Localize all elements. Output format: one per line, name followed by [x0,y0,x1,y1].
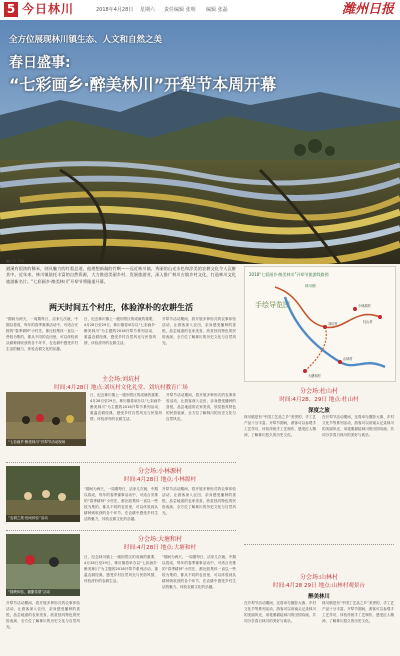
issue-weekday: 星期六 [140,7,156,13]
editor-credit: 责任编辑 张明 [164,7,196,13]
photo-main-venue [6,392,86,446]
issue-date: 2018年4月28日 [96,7,134,13]
photo-planting [6,534,80,596]
sidebar-column-3: 在开犁节活动期间，还将举办摄影大赛、乡村文化节等系列活动，游客可以用镜头记录林川的美丽风光，用笔墨描绘林川的田园诗画，共同分享春日林川的美好与欢乐。 [244,601,316,623]
map-place: 杜山村 [363,320,373,324]
sidebar-column-4: 林川镇是有“中国工艺品之乡”美誉的，手工艺产品十分丰富。开犁节期间，游客可以参观手工艺作坊，体验传统手工艺制作，感受匠人精神，了解林川悠久的历史文化。 [322,601,394,623]
venue-5-label: 分会场:山林村 [299,574,339,581]
route-map [244,266,396,382]
venue-3-text-3: 开犁节活动期间，将开展多种形式的农事体验活动，让游客深入农田，亲身感受播种的喜悦，品尝地道的农家美食，欣赏独具特色的民俗表演，全方位了解林川的历史文化与自然风光。 [6,601,80,629]
venue-main-time: 时间:4月28日 地点:刘坑村文化礼堂、刘坑村教育广场 [54,385,188,391]
map-place: 刘坑村 [328,322,338,326]
field-people-illustration [6,466,80,522]
map-place: 山林村 [343,357,353,361]
newspaper-masthead-logo: 潍州日报 [341,2,394,17]
venue-main-liukeng [6,374,236,391]
map-place: 大塘和村 [308,374,321,378]
divider [244,544,394,545]
photo-field-caption: “农耕之旅·田间体验”活动 [6,515,80,522]
map-place: 小林源村 [358,304,371,308]
venue-xiaolinyuan [84,466,236,483]
map-title: 2018“七彩画乡·醉美林川”开犁节旅游线路图 [249,272,329,277]
page-number-badge: 5 [4,2,18,17]
venue-2-time: 时间:4月28日 地点:小林源村 [123,477,197,483]
venue-main-text-1: 日，纪念林川镇上一级别景区的成就的重要，4月28日至29日，林川镇将举办以“七彩画乡·醉美林川”为主题的2018开犁节系列活动，重温农耕经典，感受乡村自然风光与民俗风情，体验淳朴的农耕生活。 [90,393,162,421]
article-column-2: 日，纪念林川镇上一级别景区的成就的重要，4月28日至29日，林川镇将举办以“七彩画乡·醉美林川”为主题的2018开犁节系列活动，重温农耕经典，感受乡村自然风光与民俗风情，体验淳朴的农耕生活。 [84,317,156,345]
venue-2-label: 分会场:小林源村 [137,468,183,475]
venue-4-label: 分会场:杜山村 [299,388,339,395]
venue-3-time: 时间:4月28日 地点:大塘和村 [123,545,197,551]
sidebar-column-2: 在开犁节活动期间，还将举办摄影大赛、乡村文化节等系列活动，游客可以用镜头记录林川的美丽风光，用笔墨描绘林川的田园诗画，共同分享春日林川的美好与欢乐。 [322,415,394,437]
photo-field-experience [6,466,80,522]
divider [6,530,236,531]
sidebar-heading-1: 深度之旅 [308,408,330,414]
venue-main-label: 主会场:刘坑村 [101,376,141,383]
page-section-title: 今日林川 [22,2,75,16]
venue-3-label: 分会场:大塘和村 [137,536,183,543]
planting-illustration [6,534,80,596]
hero-headline-sub: “七彩画乡·醉美林川”开犁节本周开幕 [9,75,277,94]
venue-3-text-1: 日，纪念林川镇上一级别景区的成就的重要，4月28日至29日，林川镇将举办以“七彩画乡·醉美林川”为主题的2018开犁节系列活动，重温农耕经典，感受乡村自然风光与民俗风情，体验淳朴的农耕生活。 [84,555,158,583]
page-header [0,0,400,22]
divider [6,462,236,463]
map-place: 林川镇 [305,284,316,288]
venue-dushan [244,386,394,403]
venue-datanghe [84,534,236,551]
sidebar-column-1: 林川镇是有“中国工艺品之乡”美誉的，手工艺产品十分丰富。开犁节期间，游客可以参观手工艺作坊，体验传统手工艺制作，感受匠人精神，了解林川悠久的历史文化。 [244,415,316,437]
venue-2-text-2: 开犁节活动期间，将开展多种形式的农事体验活动，让游客深入农田，亲身感受播种的喜悦，品尝地道的农家美食，欣赏独具特色的民俗表演，全方位了解林川的历史文化与自然风光。 [162,487,236,515]
venue-3-text-2: “期间为两天，一周期每日，活来几次就，中期以将成，每年的春季赛事活动中，可适合安排的“春季耕种”小村庄，都比较集体一直以一些较为集的，都从不同的农田里，可以体验到从耕种到收获的各个环节，在农耕中感受乡村生活的魅力，体验农耕文化的乐趣。 [162,555,236,589]
photo-planting-caption: “插秧体验，播撒希望”活动 [6,589,80,596]
hero-kicker: 全方位展现林川镇生态、人文和自然之美 [9,35,163,45]
venue-5-time: 时间:4月28 29日 地点:山林村观景台 [272,583,366,589]
sidebar-heading-2: 醉美林川 [308,594,330,600]
route-map-illustration [245,267,395,381]
article-column-3: 开犁节活动期间，将开展多种形式的农事体验活动，让游客深入农田，亲身感受播种的喜悦，品尝地道的农家美食，欣赏独具特色的民俗表演，全方位了解林川的历史文化与自然风光。 [162,317,236,345]
venue-main-text-2: 开犁节活动期间，将开展多种形式的农事体验活动，让游客深入农田，亲身感受播种的喜悦，品尝地道的农家美食，欣赏独具特色的民俗表演，全方位了解林川的历史文化与自然风光。 [166,393,236,421]
venue-shanlin [244,572,394,589]
map-legend-title: 手绘导览图 [255,301,290,309]
crowd-illustration [6,392,86,446]
photo-main-caption: “七彩画乡·醉美林川”开犁节活动现场 [6,439,86,446]
article-column-1: “期间为两天，一周期每日，活来几次就，中期以将成，每年的春季赛事活动中，可适合安排的“春季耕种”小村庄，都比较集体一直以一些较为集的，都从不同的农田里，可以体验到从耕种到收获的各个环节，在农耕中感受乡村生活的魅力，体验农耕文化的乐趣。 [6,317,78,351]
hero-headline-main: 春日盛事: [9,55,71,71]
venue-4-time: 时间:4月28、29日 地点:杜山村 [279,397,359,403]
photo-credit: ■记者 刘艳 [6,259,25,263]
venue-2-text-1: “期间为两天，一周期每日，活来几次就，中期以将成，每年的春季赛事活动中，可适合安排的“春季耕种”小村庄，都比较集体一直以一些较为集的，都从不同的农田里，可以体验到从耕种到收获的各个环节，在农耕中感受乡村生活的魅力，体验农耕文化的乐趣。 [84,487,158,521]
section-heading: 两天时间五个村庄，体验淳朴的农耕生活 [49,303,193,312]
designer-credit: 编辑 张磊 [206,7,228,13]
lead-paragraph: 猎溪有很浓的稀米，则具魅力的红梨总道，他理想新凝的竹啊——远近林川镇，秀丽的山光水色和淳美的农耕文化令人沉醉其中。近年来，林川镇依托丰富的自然资源，大力推进美丽乡村、发展旅游业，深入推广林川古镇乡村文化，打造林川文化旅游新名片。“七彩画乡·醉美林川”开犁节将隆重开幕。 [6,266,236,284]
